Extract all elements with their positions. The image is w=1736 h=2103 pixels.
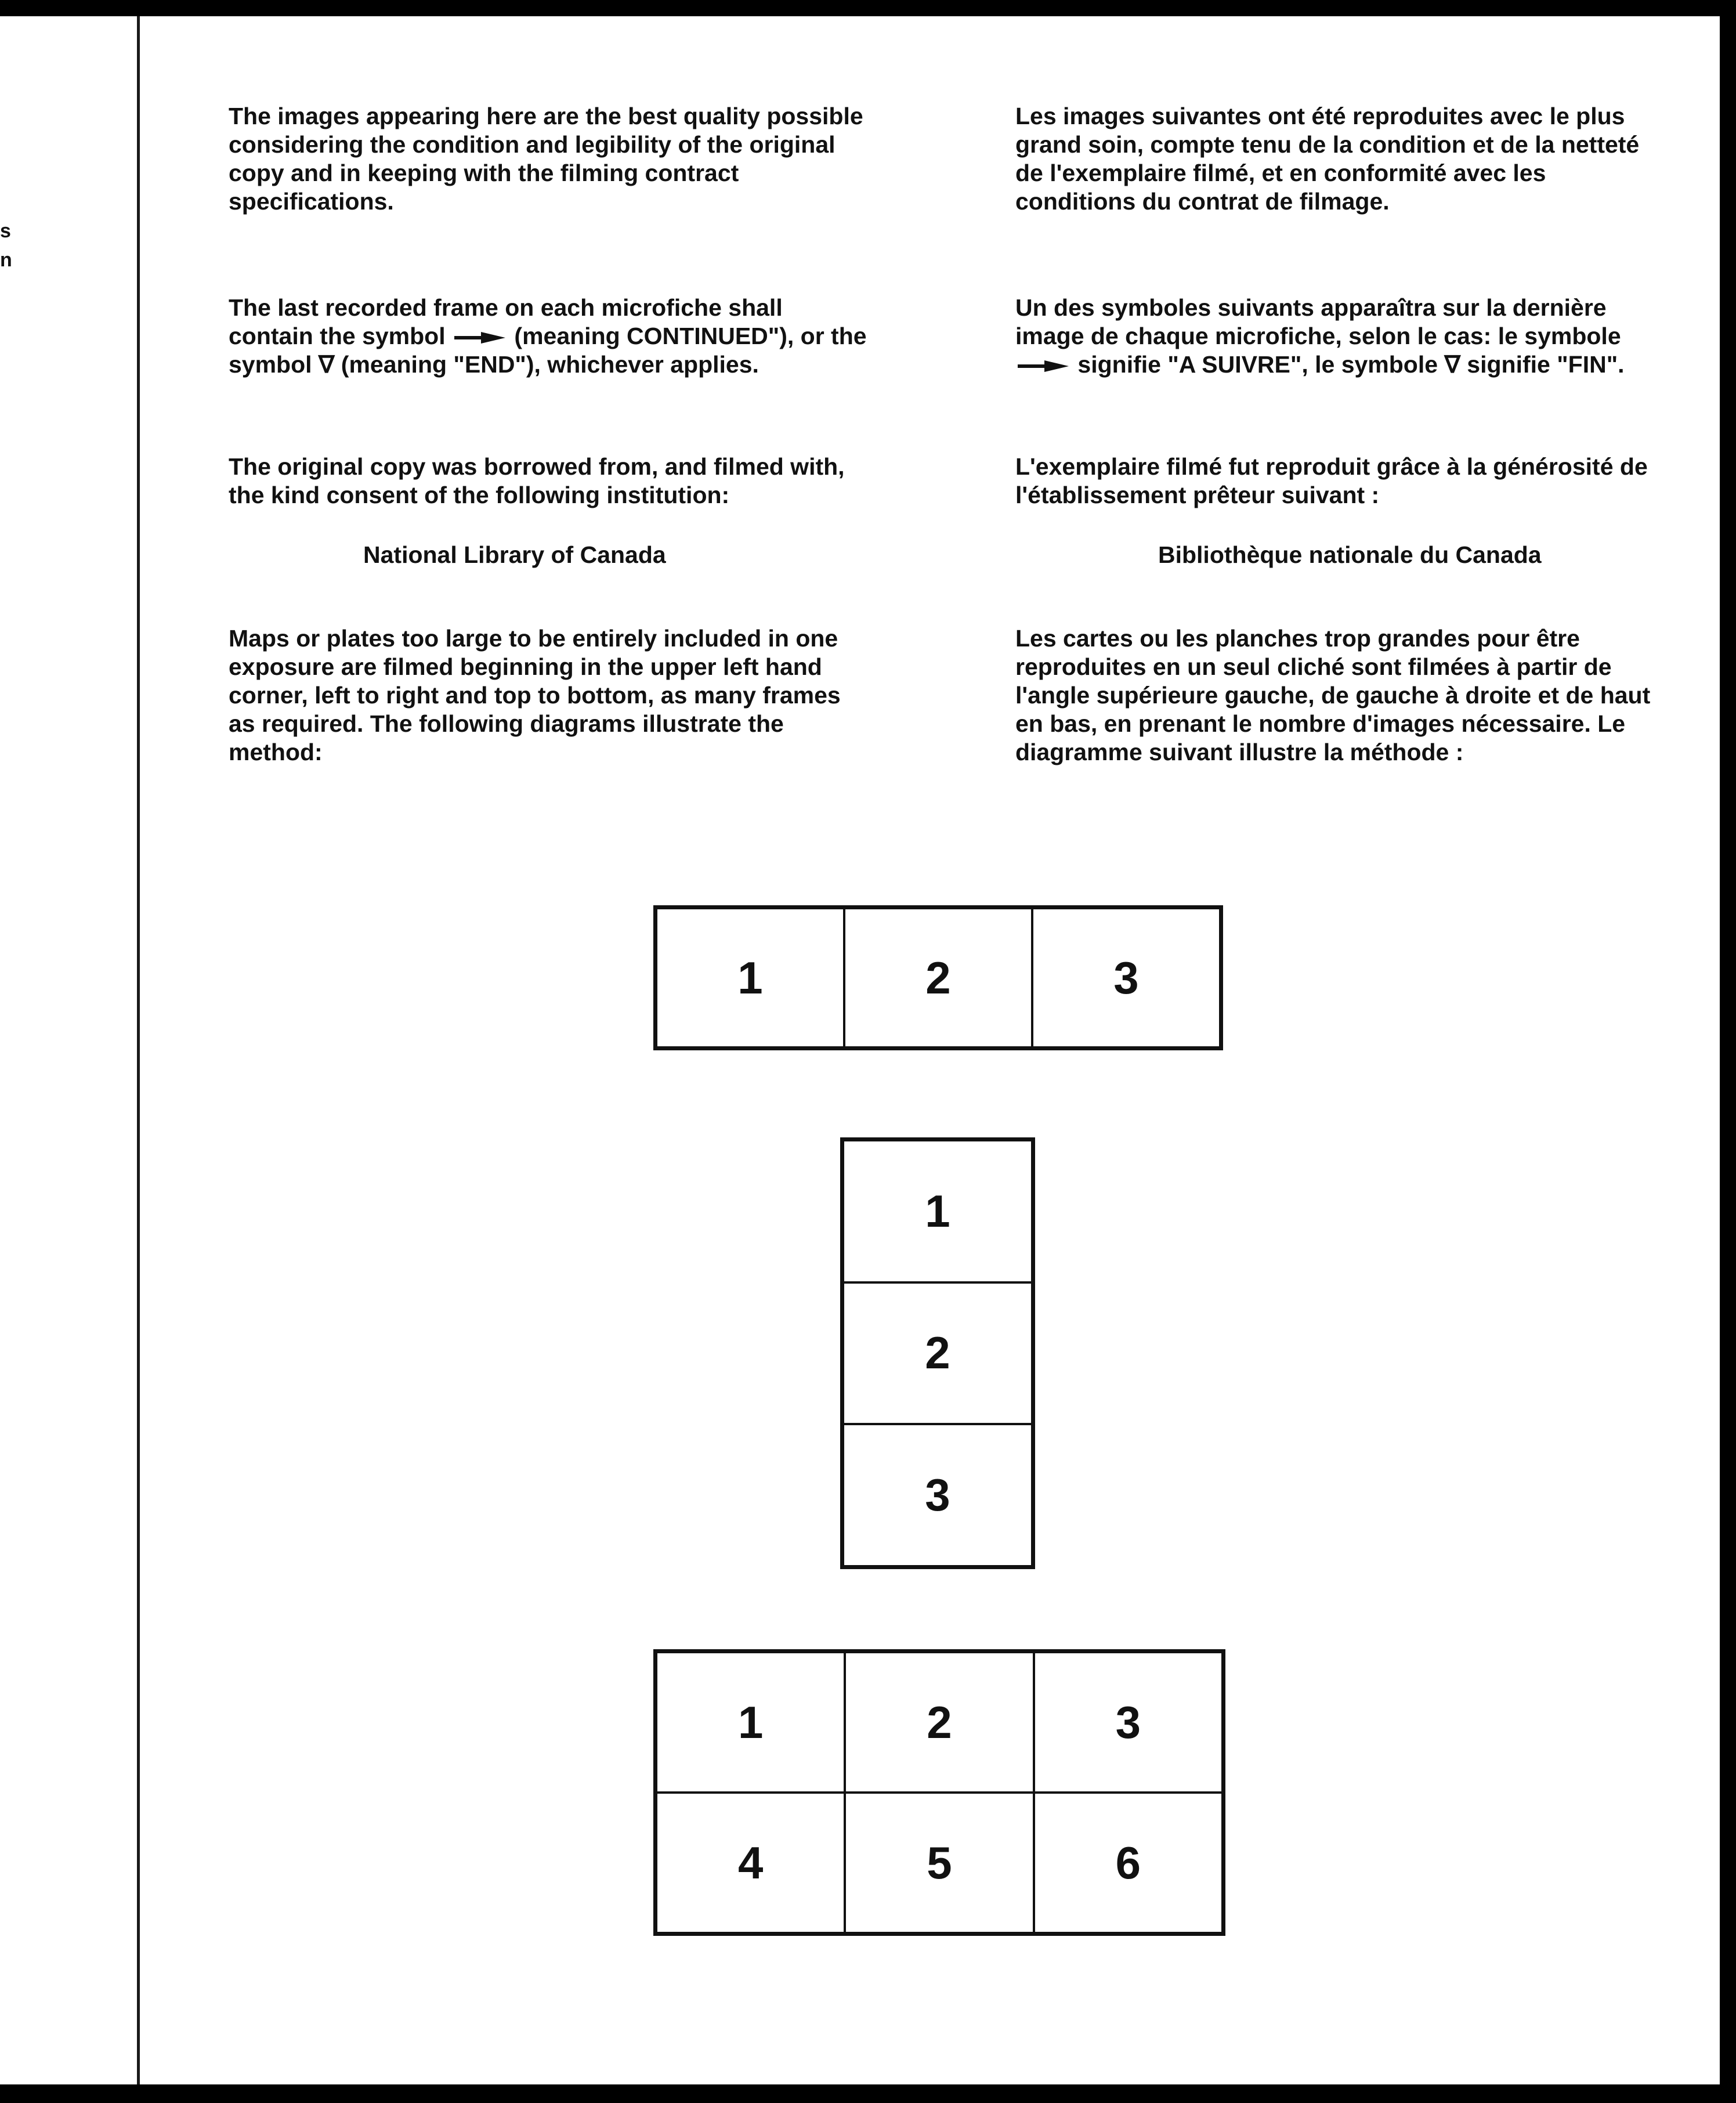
frame-cell: 3 (1034, 1652, 1223, 1793)
margin-fragment: n (0, 249, 12, 271)
english-institution-name: National Library of Canada (363, 541, 666, 568)
english-quality-paragraph: The images appearing here are the best quality possible considering the condition and legibility of the original copy and in keeping with the filming contract specifications. (229, 103, 863, 215)
english-symbol-text: The last recorded frame on each microfiche shall contain the symbol (229, 294, 783, 349)
margin-fragment: s (0, 220, 11, 242)
frame-cell: 3 (843, 1424, 1032, 1566)
french-maps-paragraph: Les cartes ou les planches trop grandes pour être reproduites en un seul cliché sont filmées à partir de l'angle supérieure gauche, de gauche à droite et de haut en bas, en prenant le nombre d'images nécessaire. Le diagramme suivant illustre la méthode : (1015, 625, 1651, 765)
frame-cell: 1 (843, 1140, 1032, 1282)
top-border (0, 0, 1736, 16)
frame-cell: 6 (1034, 1793, 1223, 1933)
french-institution-paragraph: L'exemplaire filmé fut reproduit grâce à la générosité de l'établissement prêteur suivant : (1015, 453, 1648, 508)
frame-cell: 3 (1032, 908, 1220, 1047)
diagram-grid-2x3 (653, 1649, 1225, 1936)
frame-cell: 2 (844, 908, 1032, 1047)
french-institution-name: Bibliothèque nationale du Canada (1158, 541, 1542, 568)
frame-cell: 4 (656, 1793, 845, 1933)
french-symbol-text-3: signifie "FIN". (1467, 351, 1625, 378)
frame-cell: 2 (843, 1282, 1032, 1425)
english-institution-paragraph: The original copy was borrowed from, and filmed with, the kind consent of the following institution: (229, 453, 845, 508)
english-symbol-text-3: (meaning "END"), whichever applies. (341, 351, 759, 378)
english-maps-paragraph: Maps or plates too large to be entirely included in one exposure are filmed beginning in the upper left hand corner, left to right and top to bottom, as many frames as required. The following diagrams illustrate the method: (229, 625, 841, 765)
french-symbol-text-2: signifie "A SUIVRE", le symbole (1077, 351, 1438, 378)
french-symbol-paragraph (1015, 294, 1659, 379)
english-symbol-paragraph (229, 294, 873, 379)
frame-cell: 1 (656, 1652, 845, 1793)
page-fold-line (137, 16, 140, 2084)
triangle-end-icon: ∇ (318, 351, 335, 378)
french-symbol-text: Un des symboles suivants apparaîtra sur la dernière image de chaque microfiche, selon le cas: le symbole (1015, 294, 1621, 349)
arrow-continued-icon (454, 331, 505, 345)
english-symbol-text-2: (meaning CONTINUED"), or the symbol (229, 323, 867, 378)
triangle-end-icon: ∇ (1444, 351, 1460, 378)
frame-cell: 2 (845, 1652, 1033, 1793)
arrow-continued-icon (1018, 359, 1069, 373)
diagram-vertical-strip (840, 1137, 1035, 1569)
diagram-horizontal-strip (653, 905, 1223, 1050)
french-quality-paragraph: Les images suivantes ont été reproduites avec le plus grand soin, compte tenu de la condition et de la netteté de l'exemplaire filmé, et en conformité avec les conditions du contrat de filmage. (1015, 103, 1640, 215)
right-border (1720, 0, 1736, 2103)
bottom-border (0, 2084, 1736, 2103)
frame-cell: 1 (656, 908, 844, 1047)
frame-cell: 5 (845, 1793, 1033, 1933)
